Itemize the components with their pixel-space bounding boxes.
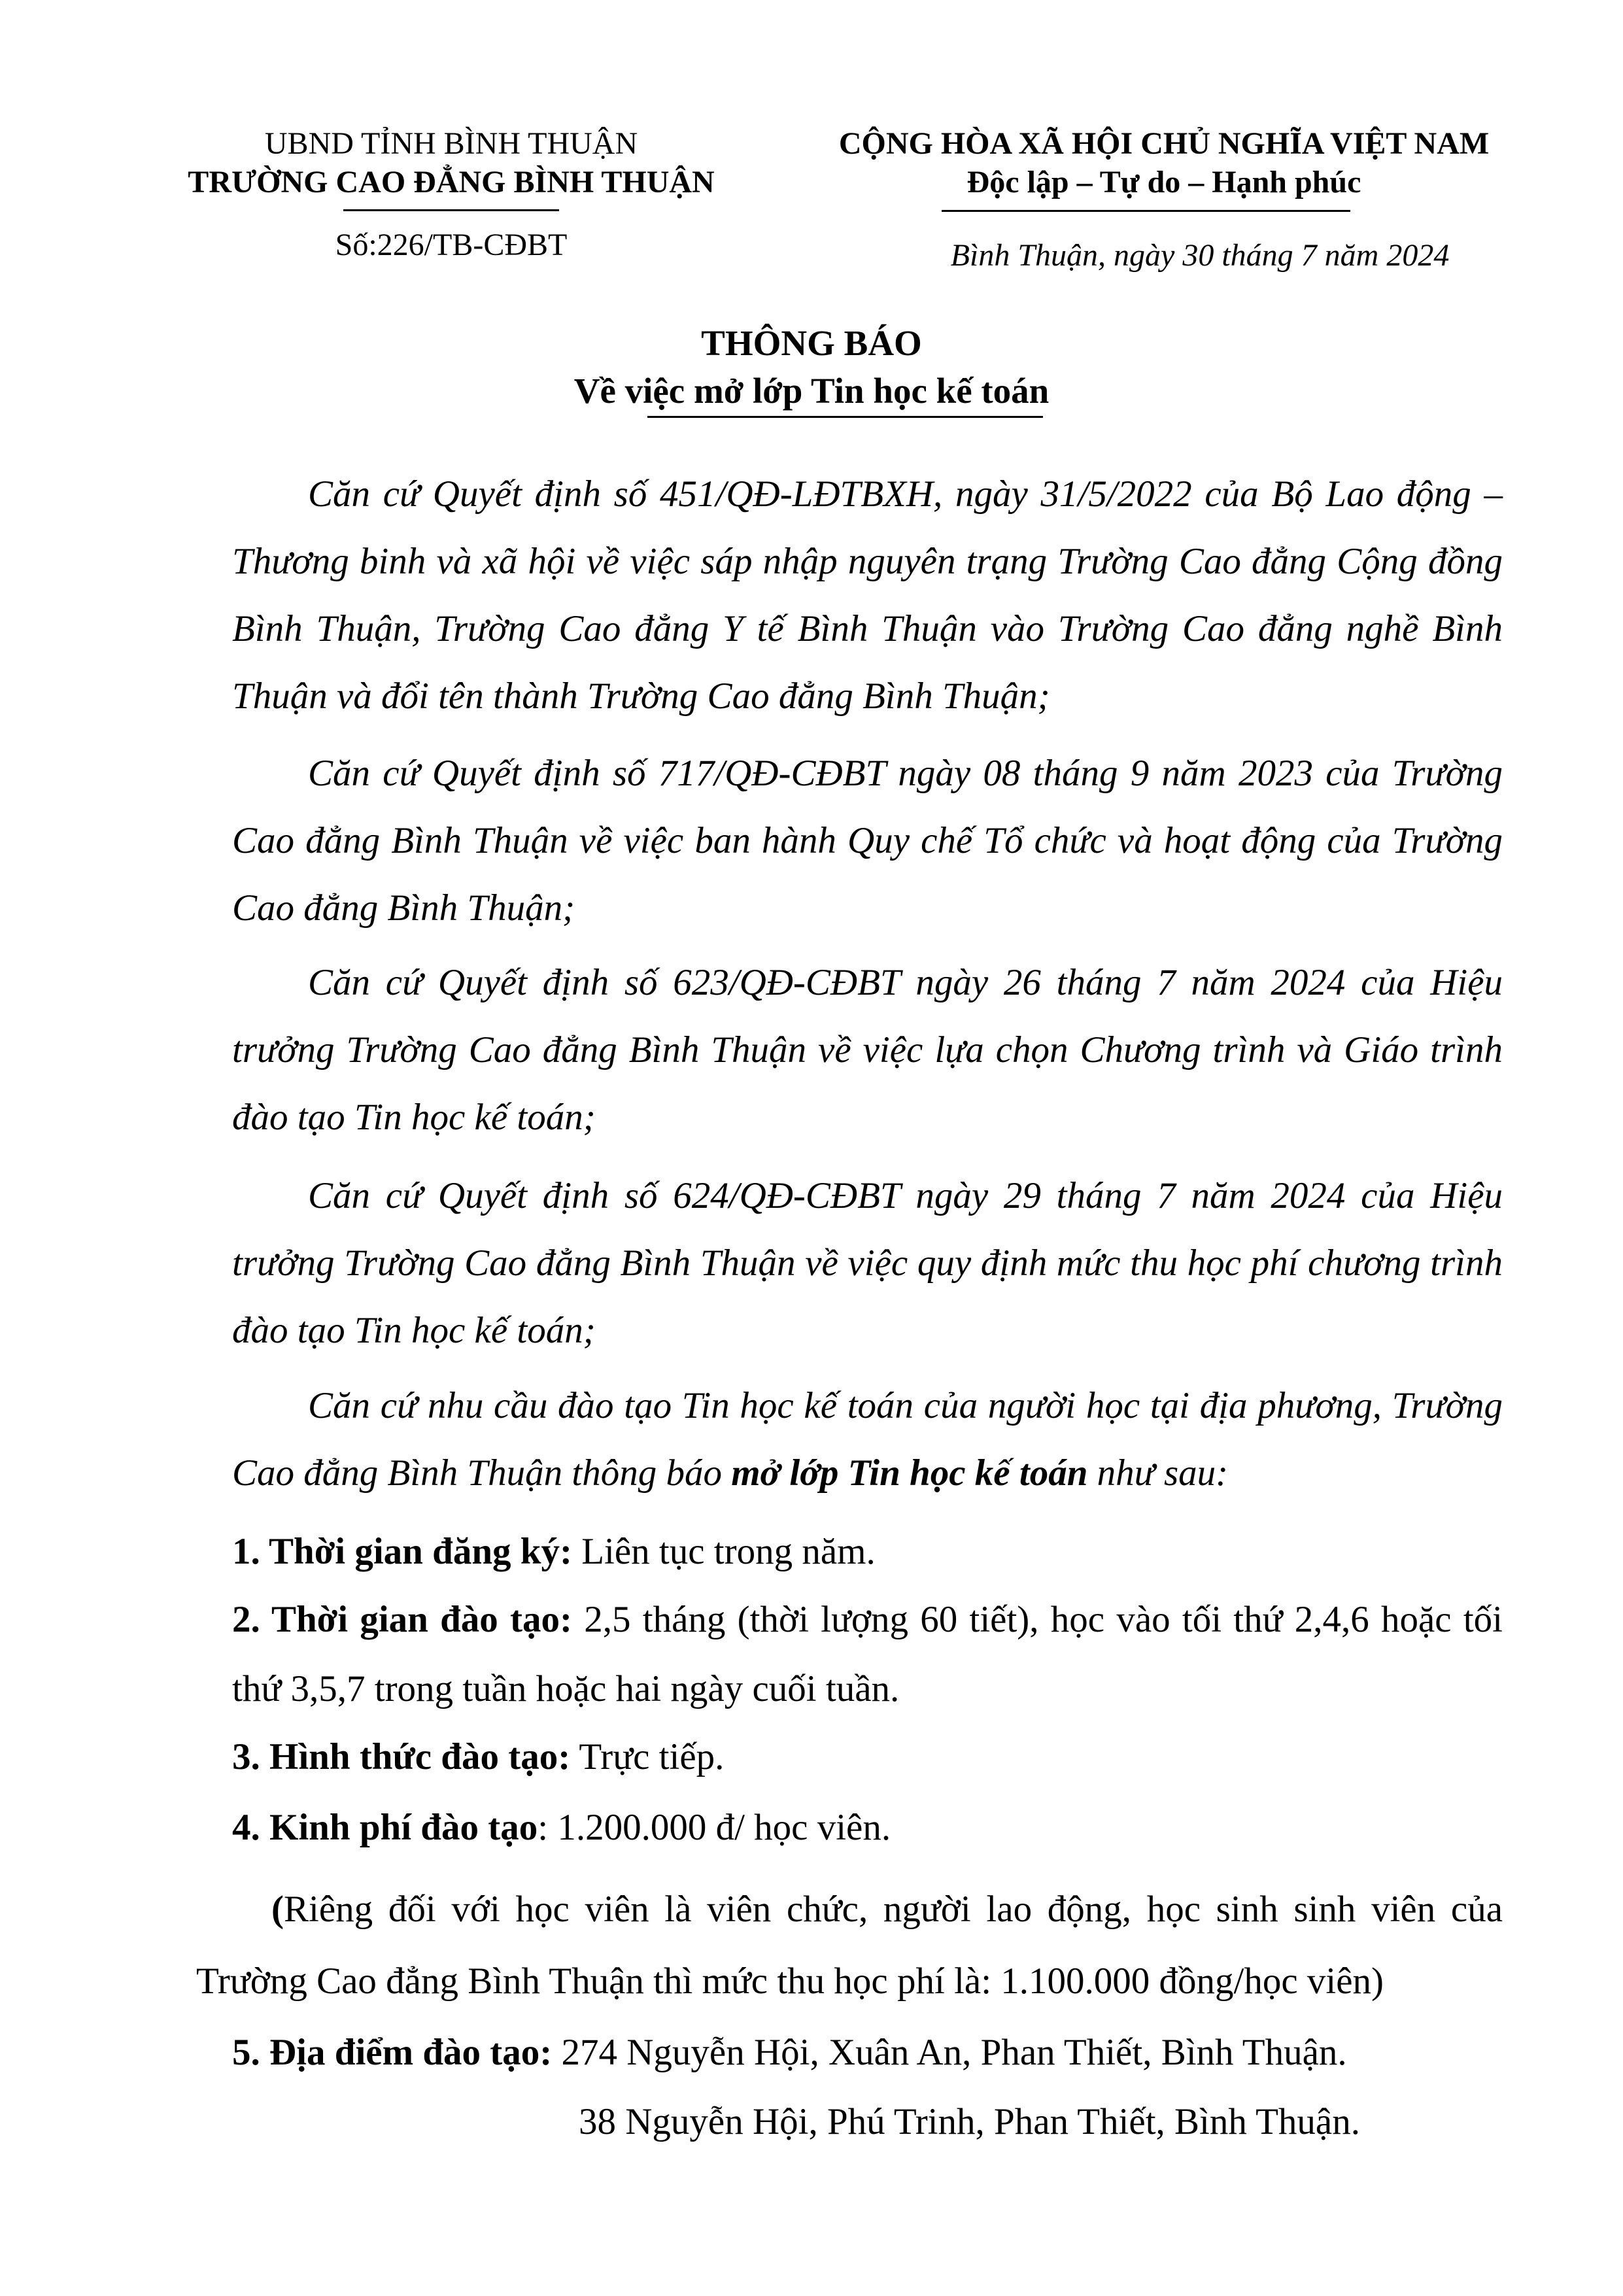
motto-underline	[942, 210, 1350, 212]
basis-emphasis: mở lớp Tin học kế toán	[731, 1452, 1088, 1494]
basis-text-end: như sau:	[1087, 1452, 1229, 1494]
issue-date: Bình Thuận, ngày 30 tháng 7 năm 2024	[950, 238, 1450, 273]
item-training-fee	[232, 1793, 1503, 1862]
location-address-2: 38 Nguyễn Hội, Phú Trinh, Phan Thiết, Bình Thuận.	[579, 2101, 1360, 2142]
location-address-1: 274 Nguyễn Hội, Xuân An, Phan Thiết, Bình Thuận.	[552, 2032, 1347, 2073]
item-label: 5. Địa điểm đào tạo:	[232, 2032, 553, 2073]
item-label: 1. Thời gian đăng ký:	[232, 1531, 572, 1572]
legal-basis-4: Căn cứ Quyết định số 624/QĐ-CĐBT ngày 29 tháng 7 năm 2024 của Hiệu trưởng Trường Cao đẳng Bình Thuận về việc quy định mức thu học phí chương trình đào tạo Tin học kế toán;	[232, 1175, 1503, 1351]
item-training-time	[232, 1585, 1503, 1724]
item-value: 2,5 tháng (thời lượng 60 tiết), học vào tối thứ 2,4,6 hoặc tối thứ 3,5,7 trong tuần hoặc hai ngày cuối tuần.	[232, 1599, 1503, 1709]
item-location	[232, 2018, 1503, 2087]
issuer-authority: UBND TỈNH BÌNH THUẬN	[264, 126, 638, 161]
national-title: CỘNG HÒA XÃ HỘI CHỦ NGHĨA VIỆT NAM	[838, 126, 1490, 161]
issuer-school: TRƯỜNG CAO ĐẲNG BÌNH THUẬN	[188, 165, 715, 199]
item-training-format	[232, 1722, 1503, 1792]
item-value: Trực tiếp.	[570, 1736, 725, 1777]
item-label: 4. Kinh phí đào tạo	[232, 1807, 538, 1848]
item-registration-time	[232, 1517, 1503, 1586]
fee-note	[196, 1874, 1503, 2017]
page-title: THÔNG BÁO	[701, 323, 922, 363]
item-label: 3. Hình thức đào tạo:	[232, 1736, 571, 1777]
national-motto: Độc lập – Tự do – Hạnh phúc	[966, 165, 1361, 199]
basis-text: Căn cứ nhu cầu đào tạo Tin học kế toán của người học tại địa phương, Trường Cao đẳng Bình Thuận thông báo	[232, 1385, 1503, 1494]
page-subtitle: Về việc mở lớp Tin học kế toán	[573, 371, 1050, 411]
fee-note-paren: (	[271, 1889, 284, 1930]
legal-basis-3: Căn cứ Quyết định số 623/QĐ-CĐBT ngày 26 tháng 7 năm 2024 của Hiệu trưởng Trường Cao đẳng Bình Thuận về việc lựa chọn Chương trình và Giáo trình đào tạo Tin học kế toán;	[232, 962, 1503, 1138]
document-number: Số:226/TB-CĐBT	[335, 228, 568, 262]
legal-basis-5	[232, 1372, 1503, 1507]
legal-basis-1: Căn cứ Quyết định số 451/QĐ-LĐTBXH, ngày 31/5/2022 của Bộ Lao động – Thương binh và xã hội về việc sáp nhập nguyên trạng Trường Cao đẳng Cộng đồng Bình Thuận, Trường Cao đẳng Y tế Bình Thuận vào Trường Cao đẳng nghề Bình Thuận và đổi tên thành Trường Cao đẳng Bình Thuận;	[232, 473, 1503, 717]
issuer-underline	[343, 209, 559, 211]
subtitle-underline	[647, 416, 1043, 418]
item-value: Liên tục trong năm.	[572, 1531, 876, 1572]
fee-note-text: Riêng đối với học viên là viên chức, người lao động, học sinh sinh viên của Trường Cao đẳng Bình Thuận thì mức thu học phí là: 1.100.000 đồng/học viên)	[196, 1889, 1503, 2002]
legal-basis-2: Căn cứ Quyết định số 717/QĐ-CĐBT ngày 08 tháng 9 năm 2023 của Trường Cao đẳng Bình Thuận về việc ban hành Quy chế Tổ chức và hoạt động của Trường Cao đẳng Bình Thuận;	[232, 753, 1503, 929]
item-value: : 1.200.000 đ/ học viên.	[538, 1807, 891, 1848]
item-label: 2. Thời gian đào tạo:	[232, 1599, 572, 1640]
